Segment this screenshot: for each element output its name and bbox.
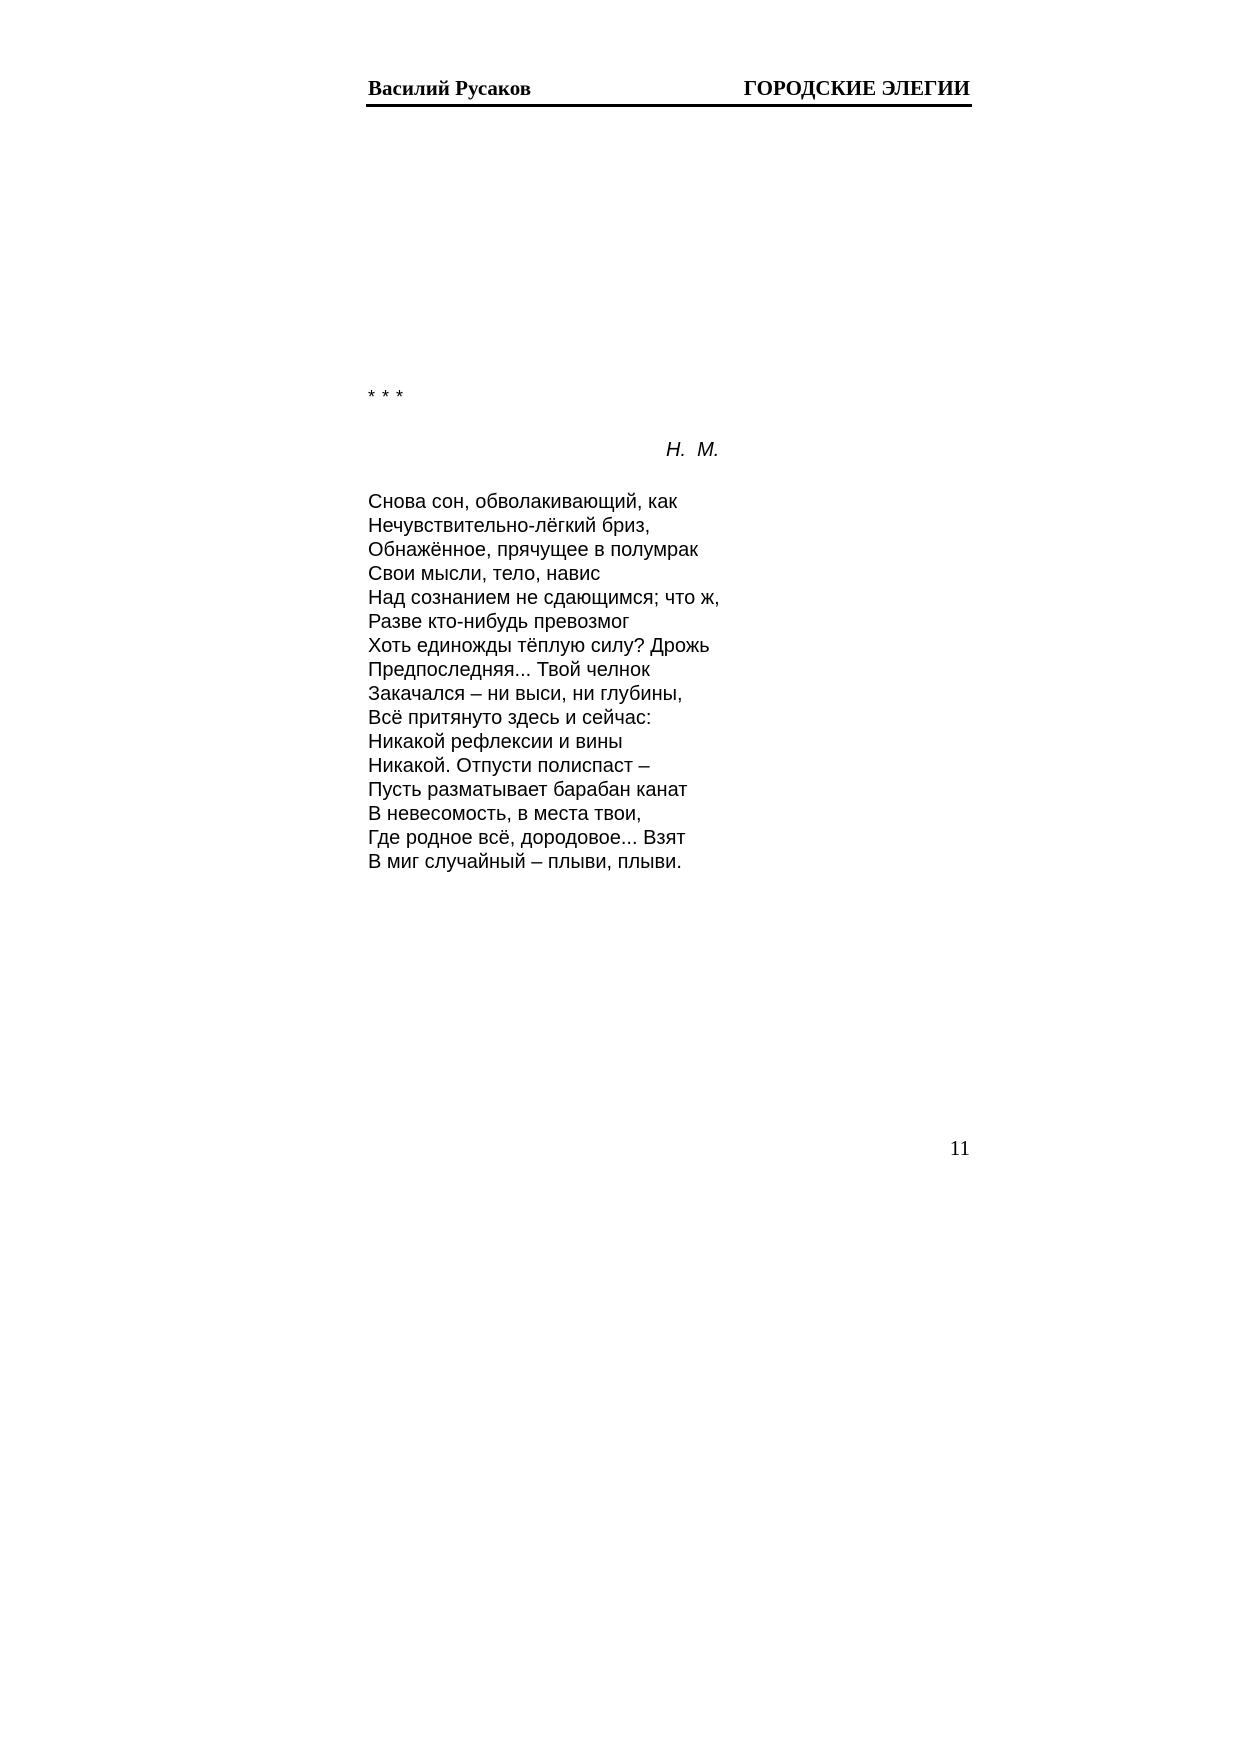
poem-line: Снова сон, обволакивающий, как (368, 491, 678, 513)
poem-line: Где родное всё, дородовое... Взят (368, 827, 686, 849)
poem-line: В невесомость, в места твои, (368, 803, 642, 825)
running-header (366, 74, 972, 107)
poem-line: Нечувствительно-лёгкий бриз, (368, 515, 651, 537)
poem-line: Закачался – ни выси, ни глубины, (368, 683, 683, 705)
poem-line: Над сознанием не сдающимся; что ж, (368, 587, 720, 609)
poem-line: Обнажённое, прячущее в полумрак (368, 539, 699, 561)
header-author: Василий Русаков (368, 76, 532, 100)
poem-line: Разве кто-нибудь превозмог (368, 611, 630, 633)
poem-line: Свои мысли, тело, навис (368, 563, 601, 585)
poem-dedication: Н. М. (666, 439, 720, 461)
poem-line: Никакой рефлексии и вины (368, 731, 623, 753)
poem-line: Никакой. Отпусти полиспаст – (368, 755, 650, 777)
poem-line: Предпоследняя... Твой челнок (368, 659, 650, 681)
poem-line: В миг случайный – плыви, плыви. (368, 851, 682, 873)
poem-separator: * * * (368, 387, 405, 407)
poem-body (368, 490, 720, 874)
poem-line: Хоть единожды тёплую силу? Дрожь (368, 635, 710, 657)
header-book-title: ГОРОДСКИЕ ЭЛЕГИИ (743, 76, 970, 100)
page-number: 11 (949, 1136, 970, 1160)
poem-line: Всё притянуто здесь и сейчас: (368, 707, 652, 729)
poem-line: Пусть разматывает барабан канат (368, 779, 688, 801)
